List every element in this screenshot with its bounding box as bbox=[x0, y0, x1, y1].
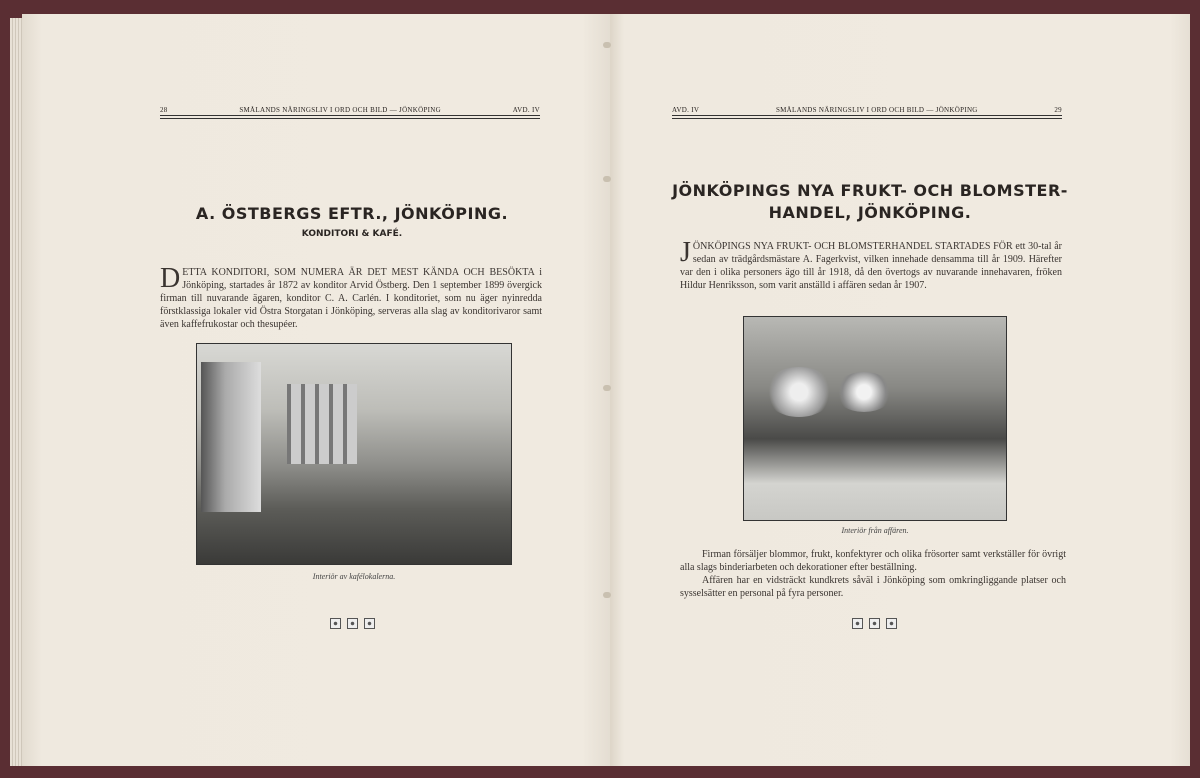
article-body: DETTA KONDITORI, SOM NUMERA ÄR DET MEST KÄNDA OCH BESÖKTA i Jönköping, startades år 1872 av konditor Arvid Östberg. Den 1 september 1899 övergick firman till nuvarande ägaren, konditor C. A. Carlén. I konditoriet, som nu äger nyinredda förstklassiga lokaler vid Östra Storgatan i Jönköping, serveras alla slag av konditorivaror samt även kaffefrukostar och thesupéer. bbox=[160, 263, 542, 330]
drop-cap: J bbox=[680, 237, 691, 268]
drop-cap: D bbox=[160, 263, 181, 294]
binding-stitch bbox=[603, 385, 611, 391]
binding-stitch bbox=[603, 592, 611, 598]
flower-shop-photo bbox=[743, 316, 1007, 521]
binding-stitch bbox=[603, 176, 611, 182]
photo-caption: Interiör från affären. bbox=[841, 526, 909, 535]
ornament bbox=[330, 618, 375, 629]
section-label: AVD. IV bbox=[672, 106, 700, 114]
article-title: A. ÖSTBERGS EFTR., JÖNKÖPING. bbox=[195, 204, 509, 223]
right-page bbox=[610, 14, 1190, 766]
ornament bbox=[852, 618, 897, 629]
paragraph: Firman försäljer blommor, frukt, konfektyrer och olika frösorter samt verkställer för övrigt alla slags binderiarbeten och dekorationer efter beställning. bbox=[680, 549, 1066, 573]
article-subtitle: KONDITORI & KAFÉ. bbox=[301, 229, 403, 239]
running-title: SMÅLANDS NÄRINGSLIV I ORD OCH BILD — JÖNKÖPING bbox=[775, 106, 978, 114]
running-header bbox=[160, 102, 540, 116]
cafe-interior-photo bbox=[196, 343, 512, 565]
running-header bbox=[672, 102, 1062, 116]
page-number: 28 bbox=[160, 106, 168, 114]
article-body: JÖNKÖPINGS NYA FRUKT- OCH BLOMSTERHANDEL STARTADES FÖR ett 30-tal år sedan av trädgårdsmästare A. Fagerkvist, vilken innehade densamma till år 1909. Härefter var den i olika personers ägo till år 1918, då den övertogs av nuvarande innehavaren, fröken Hildur Henriksson, som varit anställd i affären sedan år 1907. bbox=[680, 237, 1062, 291]
header-rule bbox=[160, 118, 540, 119]
running-title: SMÅLANDS NÄRINGSLIV I ORD OCH BILD — JÖNKÖPING bbox=[239, 106, 442, 114]
article-title: JÖNKÖPINGS NYA FRUKT- OCH BLOMSTER-HANDEL, JÖNKÖPING. bbox=[672, 181, 1068, 222]
paragraph: Affären har en vidsträckt kundkrets såväl i Jönköping som omkringliggande platser och sysselsätter en personal på fyra personer. bbox=[680, 575, 1066, 599]
page-number: 29 bbox=[1054, 106, 1062, 114]
left-page bbox=[22, 14, 610, 766]
section-label: AVD. IV bbox=[512, 106, 540, 114]
header-rule bbox=[672, 118, 1062, 119]
photo-caption: Interiör av kafélokalerna. bbox=[312, 572, 396, 581]
binding-stitch bbox=[603, 42, 611, 48]
closing-paragraphs bbox=[680, 548, 1066, 600]
